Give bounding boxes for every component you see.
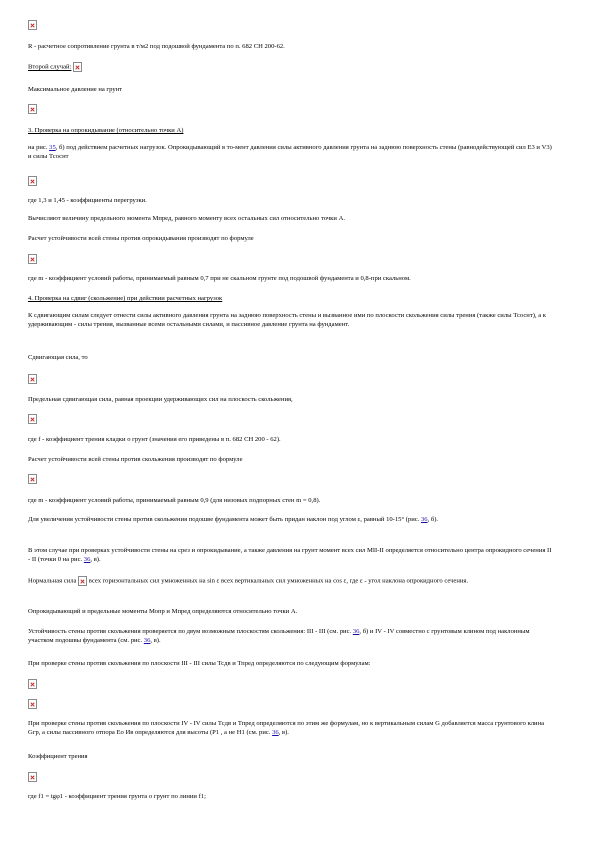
paragraph-r-definition: R - расчетное сопротивление грунта в т/м2 под подошвой фундамента по п. 682 СН 200-62. [28, 43, 285, 50]
formula-image-8 [28, 679, 553, 689]
figure-36-link-2[interactable]: 36 [83, 556, 91, 564]
figure-36-link-1[interactable]: 36 [420, 516, 428, 523]
paragraph-work-coefficient-sliding: где m - коэффициент условий работы, принимаемый равным 0,9 (для низовых подпорных стен m = 0,8). [28, 497, 321, 504]
broken-image-icon [28, 176, 37, 186]
paragraph-max-pressure: Максимальное давление на грунт [28, 86, 123, 93]
formula-image-10 [28, 772, 553, 782]
paragraph-normal-force: Нормальная сила всех горизонтальных сил умноженных на sin ε всех вертикальных сил умноженных на cos ε, где ε - угол наклона опрокидного сечения. [28, 577, 469, 585]
paragraph-plane-iii: При проверке стены против скольжения по плоскости III - III силы Тсдв и Тпред определяются по следующим формулам: [28, 660, 371, 667]
formula-image-1 [28, 20, 553, 30]
figure-35-link[interactable]: 35 [49, 144, 56, 151]
broken-image-icon [28, 254, 37, 264]
paragraph-sliding-planes: Устойчивость стены против скольжения проверяется по двум возможным плоскостям скольжения: III - III (см. рис. 36, б) и IV - IV совместно с грунтовым клином под наклонным участком подошвы фундамента (см. рис. 36, в). [28, 628, 530, 645]
figure-36-link-4[interactable]: 36 [143, 637, 151, 645]
figure-36-link-5[interactable]: 36 [272, 729, 279, 737]
paragraph-moment-ii: В этом случае при проверках устойчивости стены на срез и опрокидывание, а также давления на грунт момент всех сил МII-II определяется относительно центра опрокидного сечения II - II (точки 0 на рис. 36, в). [28, 547, 552, 564]
formula-image-6 [28, 414, 553, 424]
paragraph-overturning-formula: Расчет устойчивости всей стены против опрокидывания производят по формуле [28, 235, 254, 242]
broken-image-icon [28, 20, 37, 30]
paragraph-friction-coefficient: где f - коэффициент трения кладки о грунт (значения его приведены в п. 682 СН 200 - 62). [28, 436, 281, 443]
second-case-label: Второй случай: [28, 63, 72, 71]
broken-image-icon [73, 62, 82, 72]
section-3-heading: 3. Проверка на опрокидывание (относительно точки A) [28, 127, 184, 134]
paragraph-work-coefficient-overturn: где m - коэффициент условий работы, принимаемый равным 0,7 при не скальном грунте под подошвой фундамента и 0,8-при скальном. [28, 275, 411, 282]
formula-image-9 [28, 699, 553, 709]
section-4-heading: 4. Проверка на сдвиг (скольжение) при действии расчетных нагрузок [28, 295, 223, 302]
paragraph-overturning-moment: на рис. 35, б) под действием расчетных нагрузок. Опрокидывающий в то-мент давления силы активного давления грунта на заднюю поверхность стены (равнодействующей сил E3 и V3) и силы Тсоснт [28, 144, 552, 161]
paragraph-moments-point-a: Опрокидывающий и предельные моменты Мопр и Мпред определяются относительно точки А. [28, 608, 298, 615]
formula-image-7 [28, 474, 553, 484]
broken-image-icon [28, 699, 37, 709]
paragraph-limit-moment: Вычисляют величину предельного момента Мпред, равного моменту всех остальных сил относительно точки А. [28, 215, 345, 222]
formula-image-3 [28, 176, 553, 186]
broken-image-icon [28, 474, 37, 484]
paragraph-sliding-formula: Расчет устойчивости всей стены против скольжения производят по формуле [28, 456, 243, 463]
paragraph-friction-heading: Коэффициент трения [28, 753, 88, 760]
broken-image-icon [28, 104, 37, 114]
figure-36-link-3[interactable]: 36 [352, 628, 360, 635]
paragraph-limit-shear-force: Предельная сдвигающая сила, равная проекции удерживающих сил на плоскость скольжения, [28, 396, 293, 403]
formula-image-4 [28, 254, 553, 264]
paragraph-incline-base: Для увеличения устойчивости стены против скольжения подошве фундамента может быть придан наклон под углом ε, равный 10-15° (рис. 36, б). [28, 516, 439, 523]
paragraph-shear-force: Сдвигающая сила, то [28, 354, 88, 361]
broken-image-icon [78, 576, 87, 586]
broken-image-icon [28, 679, 37, 689]
formula-image-2 [28, 104, 553, 114]
broken-image-icon [28, 374, 37, 384]
broken-image-icon [28, 414, 37, 424]
paragraph-overload-coefficients: где 1,3 и 1,45 - коэффициенты перегрузки. [28, 197, 147, 204]
paragraph-shear-forces: К сдвигающим силам следует отнести силы активного давления грунта на заднюю поверхность стены и вызванное ими по плоскости скольжения силы трения (также силы Тсоснт), а к удерживающим - силы трения, вызванные всеми остальными силами, и пассивное давление грунта на фундамент. [28, 312, 546, 329]
paragraph-f1-definition: где f1 = tgφ1 - коэффициент трения грунта о грунт по линии f1; [28, 793, 206, 800]
second-case-heading [28, 62, 553, 72]
broken-image-icon [28, 772, 37, 782]
formula-image-5 [28, 374, 553, 384]
paragraph-plane-iv: При проверке стены против скольжения по плоскости IV - IV силы Тсдв и Тпред определяются по этим же формулам, но к вертикальным силам G добавляется масса грунтового клина Gгр, а силы пассивного отпора Ео Ив определяются для высоты (Р1 , а не Н1 (см. рис. 36, в). [28, 720, 545, 737]
